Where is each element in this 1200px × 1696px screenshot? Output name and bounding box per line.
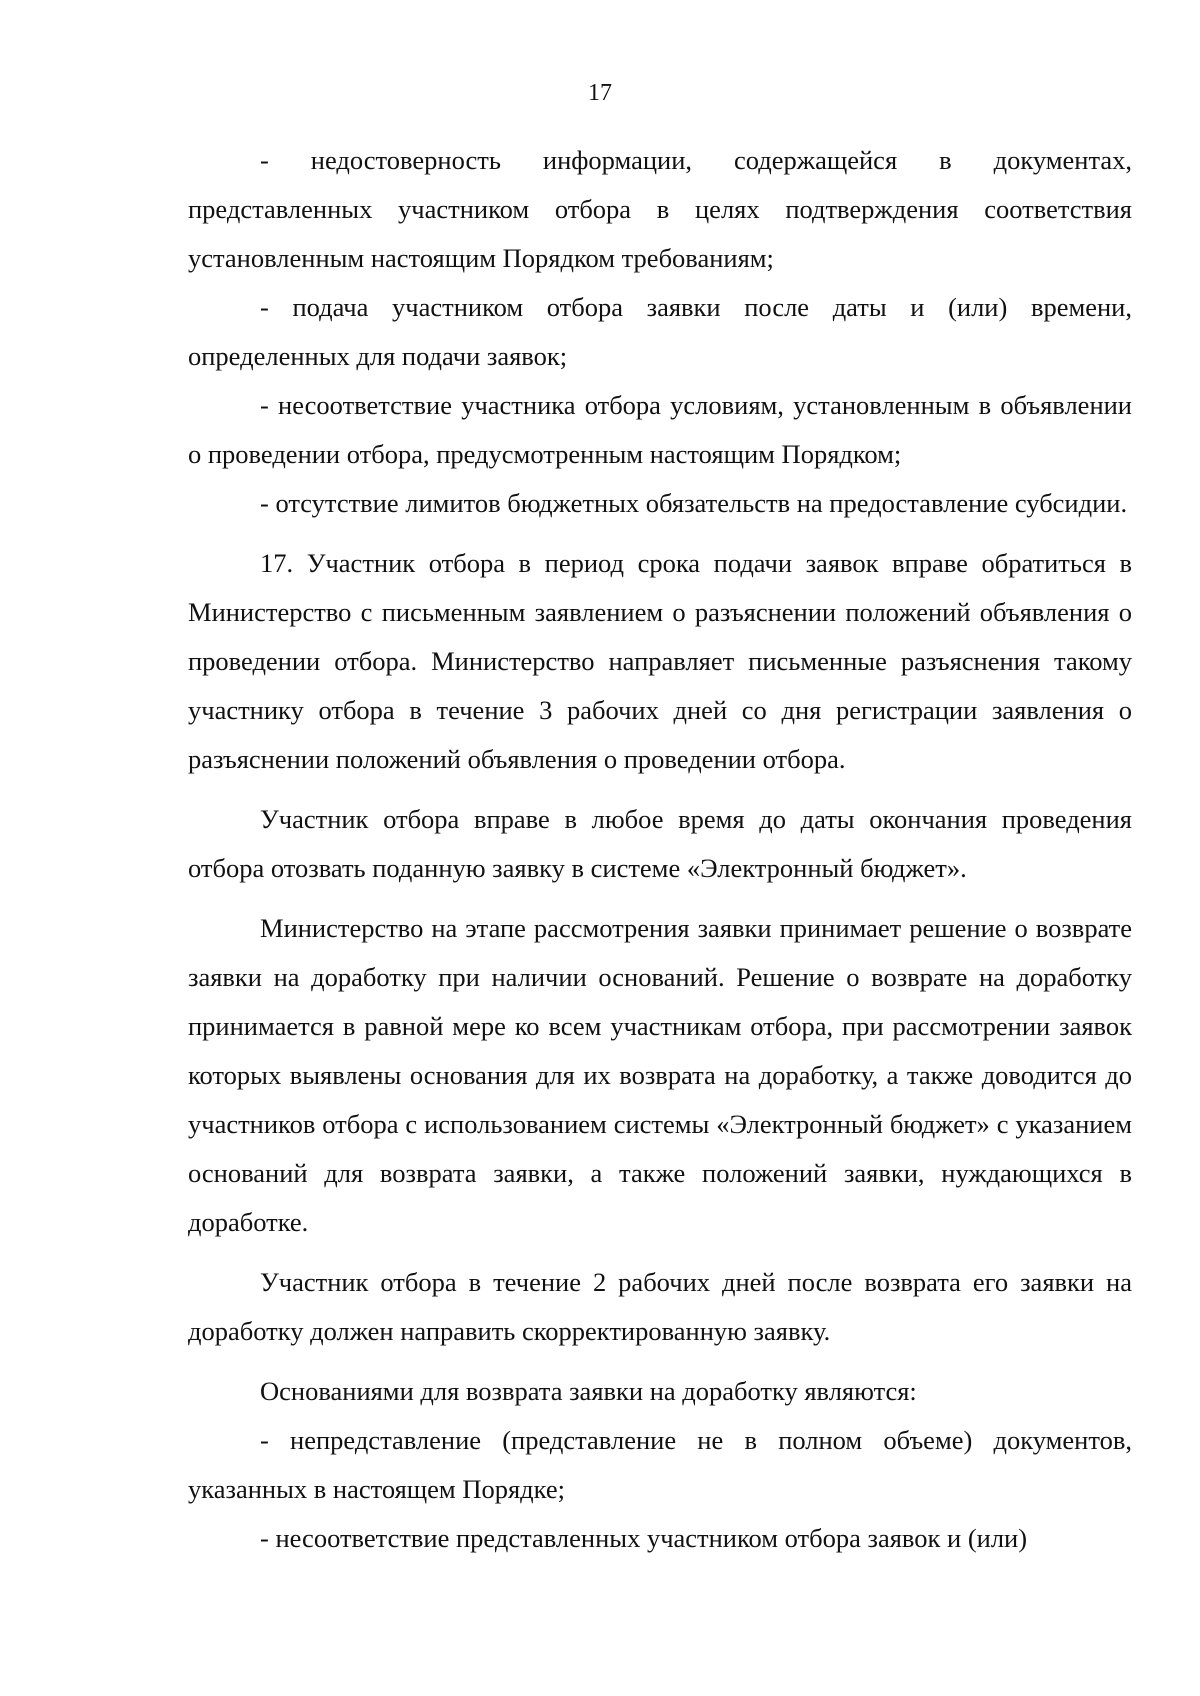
- paragraph-incomplete-documents: - непредставление (представление не в полном объеме) документов, указанных в настоящем Порядке;: [188, 1425, 1132, 1504]
- paragraph-nonconformity-conditions: - несоответствие участника отбора условиям, установленным в объявлении о проведении отбора, предусмотренным настоящим Порядком;: [188, 390, 1132, 469]
- page-number: 17: [588, 80, 612, 106]
- paragraph-grounds-heading: Основаниями для возврата заявки на доработку являются:: [260, 1376, 917, 1406]
- paragraph-late-submission: - подача участником отбора заявки после даты и (или) времени, определенных для подачи заявок;: [188, 292, 1132, 371]
- paragraph-unreliable-information: - недостоверность информации, содержащейся в документах, представленных участником отбора в целях подтверждения соответствия установленным настоящим Порядком требованиям;: [188, 145, 1132, 273]
- paragraph-clause-17: 17. Участник отбора в период срока подачи заявок вправе обратиться в Министерство с письменным заявлением о разъяснении положений объявления о проведении отбора. Министерство направляет письменные разъяснения такому участнику отбора в течение 3 рабочих дней со дня регистрации заявления о разъяснении положений объявления о проведении отбора.: [188, 548, 1132, 774]
- paragraph-nonconformity-applications: - несоответствие представленных участником отбора заявок и (или): [260, 1523, 1028, 1553]
- paragraph-return-for-revision: Министерство на этапе рассмотрения заявки принимает решение о возврате заявки на доработку при наличии оснований. Решение о возврате на доработку принимается в равной мере ко всем участникам отбора, при рассмотрении заявок которых выявлены основания для их возврата на доработку, а также доводится до участников отбора с использованием системы «Электронный бюджет» с указанием оснований для возврата заявки, а также положений заявки, нуждающихся в доработке.: [188, 913, 1132, 1237]
- document-body: [188, 136, 1132, 1563]
- paragraph-corrected-application: Участник отбора в течение 2 рабочих дней после возврата его заявки на доработку должен направить скорректированную заявку.: [188, 1267, 1132, 1346]
- paragraph-withdraw-application: Участник отбора вправе в любое время до даты окончания проведения отбора отозвать поданную заявку в системе «Электронный бюджет».: [188, 804, 1132, 883]
- paragraph-no-budget-limits: - отсутствие лимитов бюджетных обязательств на предоставление субсидии.: [260, 488, 1128, 518]
